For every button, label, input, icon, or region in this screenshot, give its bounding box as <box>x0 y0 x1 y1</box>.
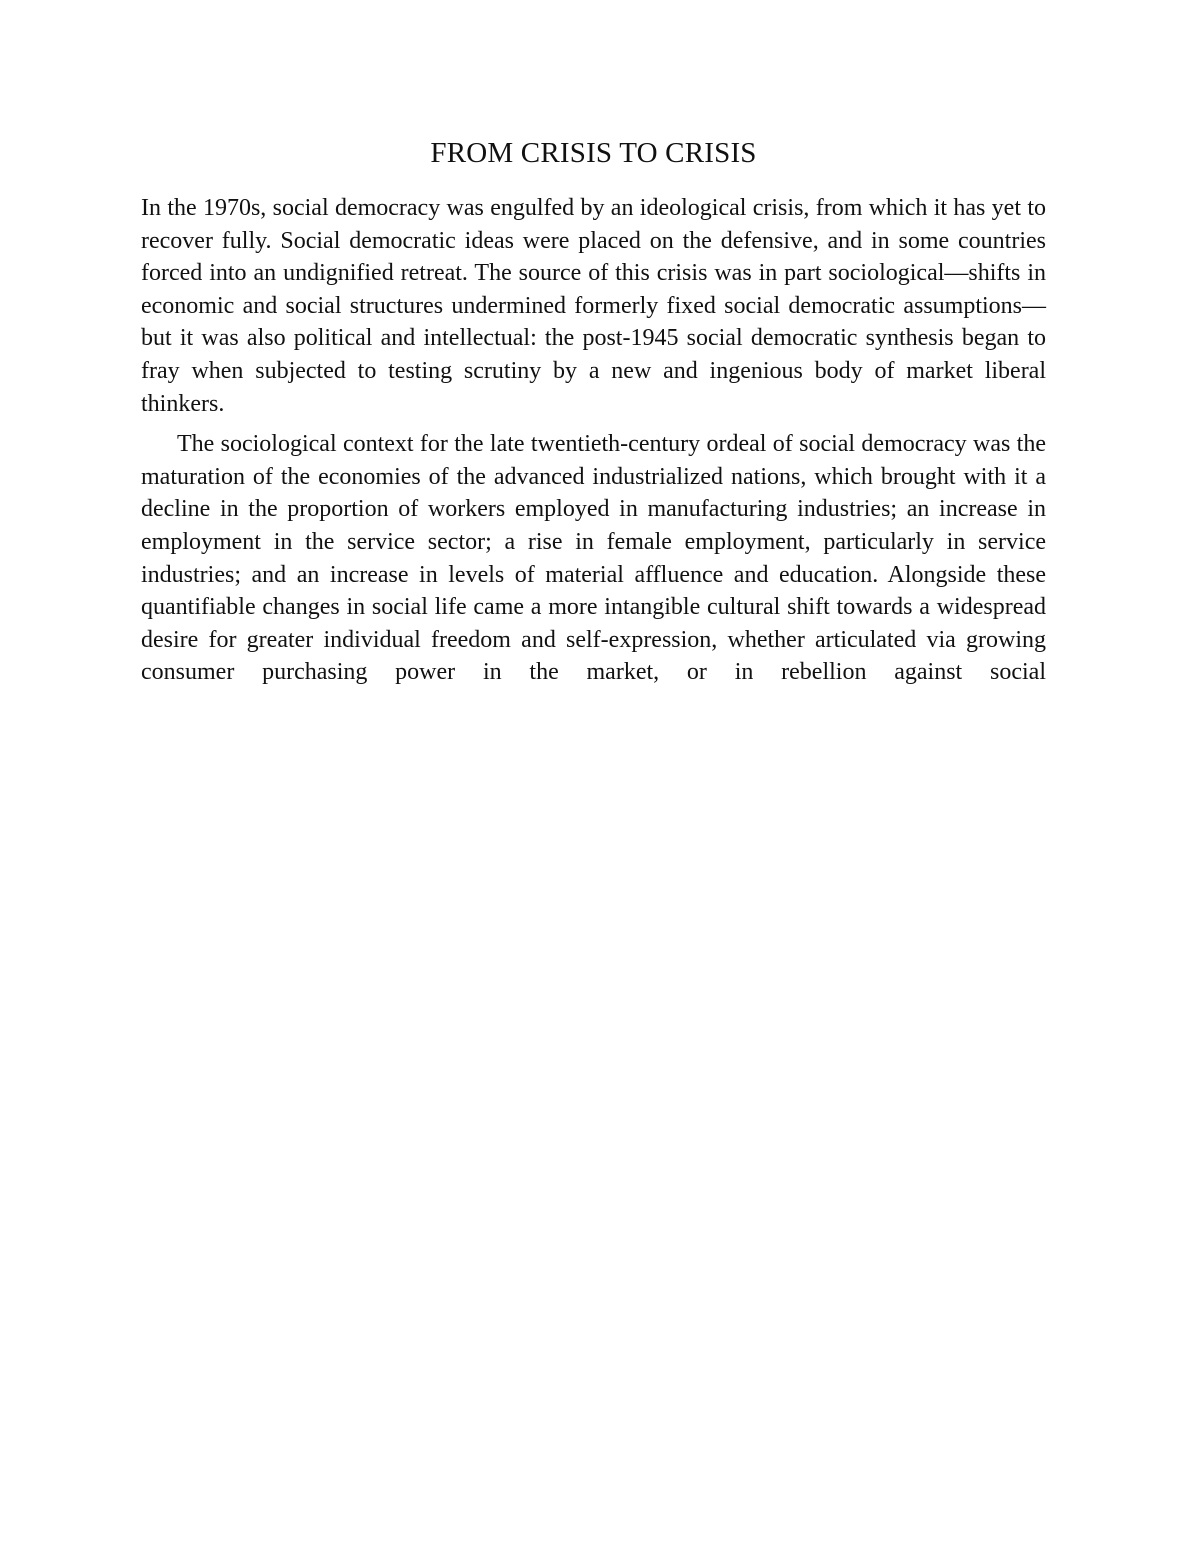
document-page <box>141 134 1046 697</box>
paragraph-2: The sociological context for the late twentieth-century ordeal of social democracy was the maturation of the economies of the advanced industrialized nations, which brought with it a decline in the proportion of workers employed in manufacturing industries; an increase in employment in the service sector; a rise in female employment, particularly in service industries; and an increase in levels of material affluence and education. Alongside these quantifiable changes in social life came a more intangible cultural shift towards a widespread desire for greater individual freedom and self-expression, whether articulated via growing consumer purchasing power in the market, or in rebellion against social <box>141 431 1046 686</box>
page-title: FROM CRISIS TO CRISIS <box>430 137 757 169</box>
paragraph-1: In the 1970s, social democracy was engulfed by an ideological crisis, from which it has yet to recover fully. Social democratic ideas were placed on the defensive, and in some countries forced into an undignified retreat. The source of this crisis was in part sociological—shifts in economic and social structures undermined formerly fixed social democratic assumptions—but it was also political and intellectual: the post-1945 social democratic synthesis began to fray when subjected to testing scrutiny by a new and ingenious body of market liberal thinkers. <box>141 195 1046 417</box>
